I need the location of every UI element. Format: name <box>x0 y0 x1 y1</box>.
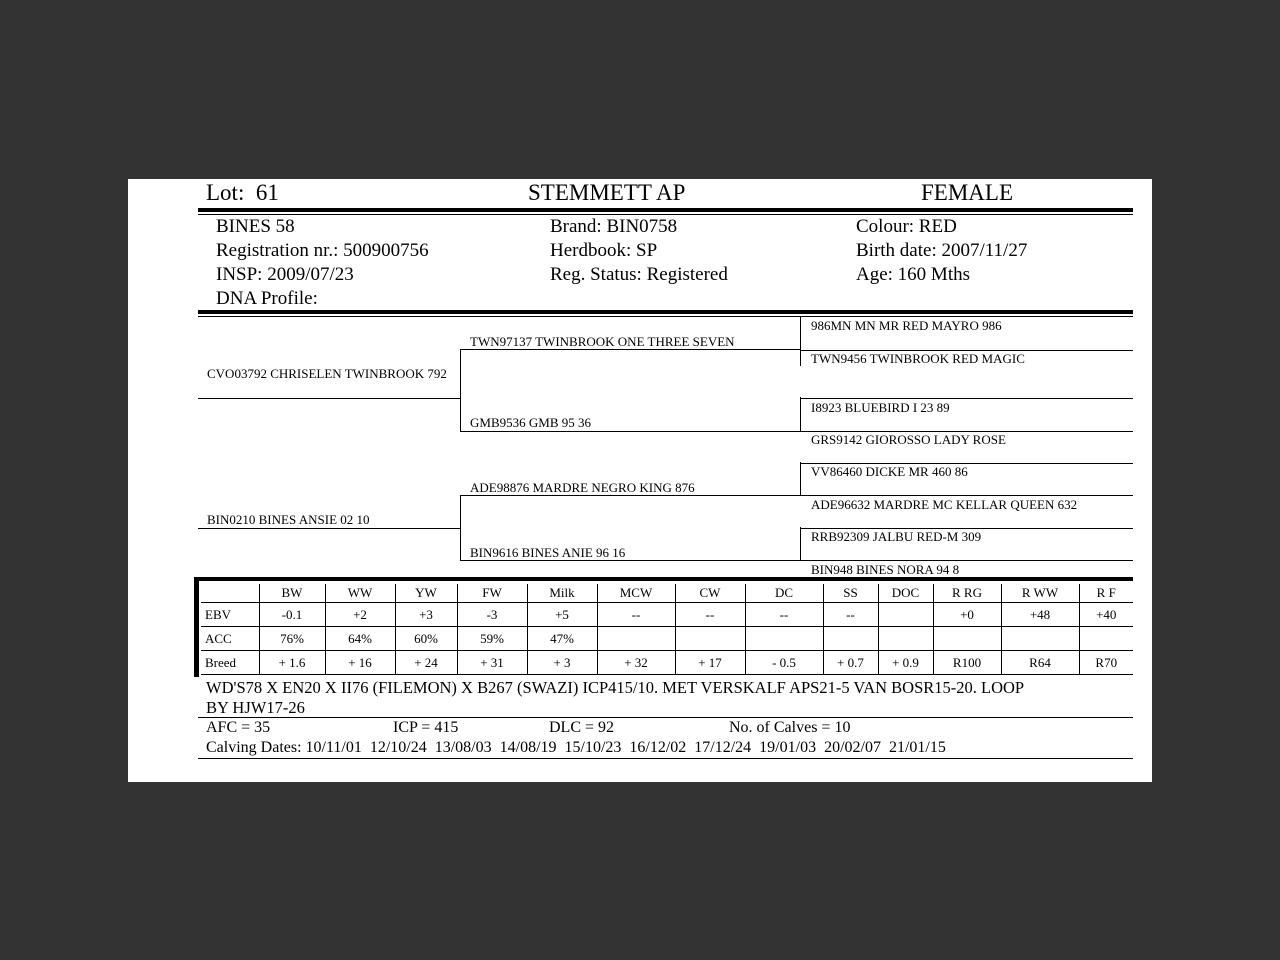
ebv-cell: + 16 <box>325 651 395 675</box>
info-rule-thin <box>198 316 1133 317</box>
ggp-1: 986MN MN MR RED MAYRO 986 <box>811 318 1002 333</box>
pedigree-dam-dam: BIN9616 BINES ANIE 96 16 <box>470 545 626 560</box>
ggp-8: BIN948 BINES NORA 94 8 <box>811 562 960 577</box>
sd-line <box>460 431 801 432</box>
ebv-column-header: R RG <box>933 584 1001 603</box>
calf-count: No. of Calves = 10 <box>729 719 851 736</box>
bottom-rule <box>198 758 1133 759</box>
pedigree-sire: CVO03792 CHRISELEN TWINBROOK 792 <box>207 366 447 381</box>
ebv-column-header: Milk <box>527 584 597 603</box>
ebv-cell: + 0.9 <box>878 651 933 675</box>
dam-line <box>198 528 461 529</box>
ggp-divider-5 <box>800 495 1133 496</box>
dna-profile: DNA Profile: <box>216 288 318 309</box>
pedigree-dam: BIN0210 BINES ANSIE 02 10 <box>207 512 370 527</box>
ebv-row <box>201 627 1133 651</box>
ggp-divider-4 <box>800 463 1133 464</box>
ebv-cell <box>675 627 745 651</box>
ggp-divider-3 <box>800 431 1133 432</box>
insp-date: INSP: 2009/07/23 <box>216 264 354 285</box>
ebv-cell: R100 <box>933 651 1001 675</box>
ss-bracket <box>800 317 801 366</box>
breeder-name: STEMMETT AP <box>528 180 686 205</box>
pedigree-dam-sire: ADE98876 MARDRE NEGRO KING 876 <box>470 480 695 495</box>
ebv-cell: + 0.7 <box>823 651 878 675</box>
ebv-column-header: BW <box>259 584 325 603</box>
ebv-cell: -3 <box>457 603 527 627</box>
remarks-line-1: WD'S78 X EN20 X II76 (FILEMON) X B267 (SWAZI) ICP415/10. MET VERSKALF APS21-5 VAN BOSR15-20. LOOP <box>206 678 1025 697</box>
ggp-divider-2 <box>800 398 1133 399</box>
ebv-cell: +2 <box>325 603 395 627</box>
ebv-cell <box>1079 627 1133 651</box>
reg-status: Reg. Status: Registered <box>550 264 728 285</box>
lot-label <box>206 180 279 206</box>
icp: ICP = 415 <box>393 719 459 736</box>
ggp-2: TWN9456 TWINBROOK RED MAGIC <box>811 351 1025 366</box>
dam-bracket <box>460 495 461 561</box>
dd-line <box>460 560 801 561</box>
brand: Brand: BIN0758 <box>550 216 678 237</box>
ggp-divider-7 <box>800 560 1133 561</box>
ebv-column-header: MCW <box>597 584 675 603</box>
ebv-column-header: R F <box>1079 584 1133 603</box>
ebv-column-header: SS <box>823 584 878 603</box>
ebv-cell: 60% <box>395 627 457 651</box>
ebv-cell: +40 <box>1079 603 1133 627</box>
herdbook: Herdbook: SP <box>550 240 658 261</box>
ebv-cell: +48 <box>1001 603 1079 627</box>
info-rule-thick <box>198 310 1133 314</box>
ebv-cell <box>878 603 933 627</box>
remarks <box>206 678 1024 718</box>
afc: AFC = 35 <box>206 719 271 736</box>
ebv-cell <box>933 627 1001 651</box>
ebv-table <box>201 584 1133 675</box>
ebv-cell: -- <box>597 603 675 627</box>
ebv-cell: -0.1 <box>259 603 325 627</box>
ebv-column-header: DOC <box>878 584 933 603</box>
ebv-cell: +0 <box>933 603 1001 627</box>
ebv-cell: -- <box>745 603 823 627</box>
birth-date: Birth date: 2007/11/27 <box>856 240 1028 261</box>
ggp-divider-6 <box>800 528 1133 529</box>
ebv-row-label: EBV <box>201 603 259 627</box>
dd-bracket <box>800 527 801 561</box>
sire-line <box>198 398 461 399</box>
ebv-cell: R64 <box>1001 651 1079 675</box>
lot-label-text: Lot: <box>206 180 245 205</box>
pedigree-sire-dam: GMB9536 GMB 95 36 <box>470 415 591 430</box>
ebv-column-header: FW <box>457 584 527 603</box>
ebv-rule-thick <box>194 577 1133 581</box>
ebv-cell: + 32 <box>597 651 675 675</box>
pedigree-sire-sire: TWN97137 TWINBROOK ONE THREE SEVEN <box>470 334 735 349</box>
ebv-cell: R70 <box>1079 651 1133 675</box>
ebv-row <box>201 651 1133 675</box>
ds-bracket <box>800 462 801 496</box>
animal-info-left <box>216 215 429 311</box>
ebv-cell: +5 <box>527 603 597 627</box>
ebv-column-header: YW <box>395 584 457 603</box>
ebv-column-header: R WW <box>1001 584 1079 603</box>
age: Age: 160 Mths <box>856 264 970 285</box>
ebv-cell: + 3 <box>527 651 597 675</box>
ebv-row <box>201 603 1133 627</box>
ggp-divider-1 <box>800 350 1133 351</box>
ebv-cell: +3 <box>395 603 457 627</box>
lot-card <box>128 179 1152 782</box>
ebv-cell: - 0.5 <box>745 651 823 675</box>
animal-name: BINES 58 <box>216 216 295 237</box>
ebv-cell: + 24 <box>395 651 457 675</box>
ebv-column-header: CW <box>675 584 745 603</box>
sire-bracket <box>460 349 461 432</box>
ebv-row-label: ACC <box>201 627 259 651</box>
ebv-left-bar <box>194 577 199 677</box>
ggp-5: VV86460 DICKE MR 460 86 <box>811 464 968 479</box>
ds-line <box>460 495 801 496</box>
lot-number: 61 <box>255 180 279 205</box>
ebv-cell <box>878 627 933 651</box>
ebv-row-label: Breed <box>201 651 259 675</box>
ebv-cell: + 31 <box>457 651 527 675</box>
ebv-cell: 64% <box>325 627 395 651</box>
ebv-cell <box>745 627 823 651</box>
ebv-cell: + 1.6 <box>259 651 325 675</box>
ebv-cell <box>597 627 675 651</box>
remarks-rule <box>198 717 1133 718</box>
ebv-cell: -- <box>675 603 745 627</box>
ebv-cell <box>1001 627 1079 651</box>
sex-label: FEMALE <box>921 180 1013 205</box>
header-rule-thick <box>198 208 1133 212</box>
registration-number: Registration nr.: 500900756 <box>216 240 429 261</box>
ggp-6: ADE96632 MARDRE MC KELLAR QUEEN 632 <box>811 497 1078 512</box>
animal-info-right <box>856 215 1027 287</box>
sd-bracket <box>800 397 801 431</box>
ebv-cell: + 17 <box>675 651 745 675</box>
ebv-header-row <box>201 584 1133 603</box>
ebv-cell: 47% <box>527 627 597 651</box>
ggp-4: GRS9142 GIOROSSO LADY ROSE <box>811 432 1006 447</box>
ebv-cell: 59% <box>457 627 527 651</box>
ss-line <box>460 349 801 350</box>
remarks-line-2: BY HJW17-26 <box>206 698 305 717</box>
ebv-column-header: WW <box>325 584 395 603</box>
animal-info-middle <box>550 215 728 287</box>
ebv-column-header <box>201 584 259 603</box>
ebv-cell: 76% <box>259 627 325 651</box>
ebv-cell: -- <box>823 603 878 627</box>
colour: Colour: RED <box>856 216 957 237</box>
dlc: DLC = 92 <box>549 719 615 736</box>
calving-dates: Calving Dates: 10/11/01 12/10/24 13/08/03 14/08/19 15/10/23 16/12/02 17/12/24 19/01/03 20/02/07 21/01/15 <box>206 739 946 756</box>
ebv-column-header: DC <box>745 584 823 603</box>
ebv-cell <box>823 627 878 651</box>
ggp-3: I8923 BLUEBIRD I 23 89 <box>811 400 950 415</box>
ggp-7: RRB92309 JALBU RED-M 309 <box>811 529 982 544</box>
